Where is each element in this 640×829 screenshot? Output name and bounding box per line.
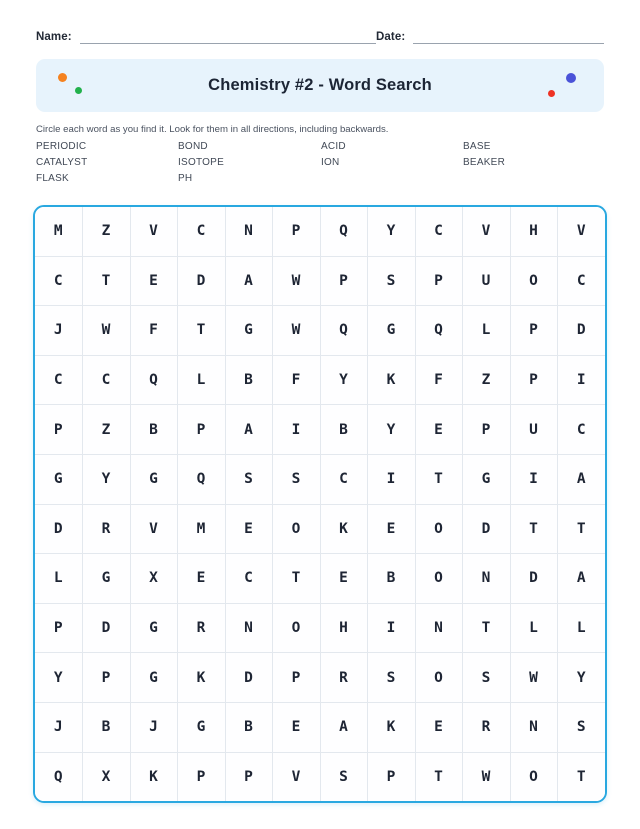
letter-cell[interactable]: T (463, 603, 511, 653)
date-label: Date: (376, 31, 406, 43)
date-input-line[interactable] (413, 30, 604, 44)
letter-cell[interactable]: J (130, 702, 178, 752)
letter-grid-row (35, 306, 605, 356)
letter-cell[interactable]: D (510, 554, 558, 604)
letter-cell[interactable]: T (415, 752, 463, 801)
word-list (36, 141, 604, 184)
name-field-group (36, 30, 376, 44)
letter-cell[interactable]: C (35, 256, 83, 306)
letter-cell[interactable]: K (368, 355, 416, 405)
letter-cell[interactable]: R (463, 702, 511, 752)
letter-cell[interactable]: N (463, 554, 511, 604)
letter-cell[interactable]: W (83, 306, 131, 356)
letter-cell[interactable]: P (178, 752, 226, 801)
letter-cell[interactable]: K (368, 702, 416, 752)
letter-cell[interactable]: R (83, 504, 131, 554)
letter-cell[interactable]: O (415, 554, 463, 604)
letter-cell[interactable]: I (558, 355, 606, 405)
letter-cell[interactable]: S (320, 752, 368, 801)
letter-cell[interactable]: S (368, 256, 416, 306)
letter-cell[interactable]: T (83, 256, 131, 306)
letter-cell[interactable]: W (273, 256, 321, 306)
letter-cell[interactable]: E (273, 702, 321, 752)
letter-cell[interactable]: Z (463, 355, 511, 405)
letter-cell[interactable]: P (320, 256, 368, 306)
letter-cell[interactable]: Y (368, 207, 416, 256)
word-search-grid (33, 205, 607, 803)
letter-grid-table (35, 207, 605, 801)
orange-dot-decoration (58, 73, 67, 82)
letter-grid-row (35, 207, 605, 256)
letter-cell[interactable]: D (225, 653, 273, 703)
letter-cell[interactable]: L (510, 603, 558, 653)
letter-cell[interactable]: D (83, 603, 131, 653)
letter-cell[interactable]: S (558, 702, 606, 752)
date-field-group (376, 30, 604, 44)
letter-cell[interactable]: K (320, 504, 368, 554)
letter-cell[interactable]: Y (558, 653, 606, 703)
letter-cell[interactable]: J (35, 702, 83, 752)
letter-cell[interactable]: J (35, 306, 83, 356)
letter-cell[interactable]: D (178, 256, 226, 306)
green-dot-decoration (75, 87, 82, 94)
letter-cell[interactable]: P (510, 355, 558, 405)
letter-cell[interactable]: C (320, 454, 368, 504)
word-list-item[interactable]: CATALYST (36, 156, 88, 168)
word-list-item[interactable]: BOND (178, 140, 208, 152)
letter-cell[interactable]: E (415, 702, 463, 752)
letter-cell[interactable]: G (225, 306, 273, 356)
letter-cell[interactable]: O (273, 504, 321, 554)
word-list-item[interactable]: PH (178, 172, 193, 184)
letter-cell[interactable]: C (558, 256, 606, 306)
letter-cell[interactable]: N (415, 603, 463, 653)
letter-cell[interactable]: B (130, 405, 178, 455)
letter-cell[interactable]: B (225, 702, 273, 752)
letter-cell[interactable]: H (510, 207, 558, 256)
letter-cell[interactable]: N (510, 702, 558, 752)
letter-cell[interactable]: S (368, 653, 416, 703)
letter-cell[interactable]: F (415, 355, 463, 405)
letter-grid-row (35, 554, 605, 604)
letter-cell[interactable]: T (510, 504, 558, 554)
letter-cell[interactable]: V (130, 504, 178, 554)
letter-grid-row (35, 355, 605, 405)
letter-cell[interactable]: Q (415, 306, 463, 356)
letter-cell[interactable]: I (368, 454, 416, 504)
letter-cell[interactable]: U (463, 256, 511, 306)
letter-cell[interactable]: V (558, 207, 606, 256)
letter-cell[interactable]: N (225, 603, 273, 653)
letter-cell[interactable]: P (83, 653, 131, 703)
letter-cell[interactable]: Q (130, 355, 178, 405)
letter-cell[interactable]: K (178, 653, 226, 703)
letter-grid-row (35, 752, 605, 801)
letter-cell[interactable]: Z (83, 207, 131, 256)
letter-cell[interactable]: G (463, 454, 511, 504)
word-list-item[interactable]: PERIODIC (36, 140, 87, 152)
letter-cell[interactable]: X (83, 752, 131, 801)
word-list-item[interactable]: FLASK (36, 172, 69, 184)
letter-cell[interactable]: Z (83, 405, 131, 455)
letter-cell[interactable]: M (178, 504, 226, 554)
name-label: Name: (36, 31, 72, 43)
letter-cell[interactable]: K (130, 752, 178, 801)
letter-cell[interactable]: P (178, 405, 226, 455)
word-list-item[interactable]: BASE (463, 140, 491, 152)
letter-cell[interactable]: C (225, 554, 273, 604)
letter-cell[interactable]: Y (368, 405, 416, 455)
letter-cell[interactable]: G (35, 454, 83, 504)
letter-cell[interactable]: F (130, 306, 178, 356)
letter-cell[interactable]: I (368, 603, 416, 653)
word-list-item[interactable]: ION (321, 156, 340, 168)
letter-cell[interactable]: L (178, 355, 226, 405)
instructions-text: Circle each word as you find it. Look for them in all directions, including backwards. (36, 124, 389, 135)
letter-cell[interactable]: F (273, 355, 321, 405)
letter-cell[interactable]: E (130, 256, 178, 306)
letter-cell[interactable]: H (320, 603, 368, 653)
letter-cell[interactable]: O (510, 752, 558, 801)
letter-cell[interactable]: E (415, 405, 463, 455)
letter-cell[interactable]: T (415, 454, 463, 504)
letter-cell[interactable]: E (368, 504, 416, 554)
letter-cell[interactable]: O (273, 603, 321, 653)
letter-cell[interactable]: T (558, 504, 606, 554)
letter-cell[interactable]: A (320, 702, 368, 752)
letter-cell[interactable]: P (463, 405, 511, 455)
letter-cell[interactable]: R (320, 653, 368, 703)
page-title: Chemistry #2 - Word Search (208, 76, 432, 94)
letter-cell[interactable]: N (225, 207, 273, 256)
letter-cell[interactable]: D (35, 504, 83, 554)
word-list-item[interactable]: BEAKER (463, 156, 506, 168)
letter-cell[interactable]: Q (35, 752, 83, 801)
letter-cell[interactable]: P (35, 405, 83, 455)
letter-cell[interactable]: T (178, 306, 226, 356)
letter-cell[interactable]: Y (83, 454, 131, 504)
letter-cell[interactable]: M (35, 207, 83, 256)
letter-cell[interactable]: D (463, 504, 511, 554)
letter-cell[interactable]: V (130, 207, 178, 256)
name-date-row (0, 0, 640, 44)
letter-cell[interactable]: P (225, 752, 273, 801)
letter-cell[interactable]: Q (320, 306, 368, 356)
letter-grid-row (35, 702, 605, 752)
letter-cell[interactable]: B (83, 702, 131, 752)
letter-cell[interactable]: A (558, 554, 606, 604)
letter-cell[interactable]: S (225, 454, 273, 504)
letter-grid-row (35, 504, 605, 554)
letter-cell[interactable]: L (558, 603, 606, 653)
word-list-item[interactable]: ISOTOPE (178, 156, 225, 168)
letter-cell[interactable]: Y (320, 355, 368, 405)
letter-cell[interactable]: B (368, 554, 416, 604)
letter-cell[interactable]: E (320, 554, 368, 604)
letter-cell[interactable]: A (558, 454, 606, 504)
letter-cell[interactable]: P (368, 752, 416, 801)
letter-cell[interactable]: G (178, 702, 226, 752)
letter-cell[interactable]: C (35, 355, 83, 405)
letter-cell[interactable]: W (273, 306, 321, 356)
letter-cell[interactable]: U (510, 405, 558, 455)
letter-cell[interactable]: E (178, 554, 226, 604)
letter-grid-row (35, 603, 605, 653)
letter-cell[interactable]: O (510, 256, 558, 306)
letter-cell[interactable]: B (225, 355, 273, 405)
letter-cell[interactable]: G (130, 653, 178, 703)
letter-cell[interactable]: P (273, 653, 321, 703)
letter-cell[interactable]: C (558, 405, 606, 455)
letter-cell[interactable]: T (558, 752, 606, 801)
word-list-item[interactable]: ACID (321, 140, 346, 152)
red-dot-decoration (548, 90, 555, 97)
letter-cell[interactable]: Q (178, 454, 226, 504)
letter-grid-row (35, 405, 605, 455)
letter-cell[interactable]: Y (35, 653, 83, 703)
letter-cell[interactable]: B (320, 405, 368, 455)
letter-cell[interactable]: S (463, 653, 511, 703)
letter-cell[interactable]: W (510, 653, 558, 703)
letter-cell[interactable]: E (225, 504, 273, 554)
letter-grid-row (35, 256, 605, 306)
letter-cell[interactable]: S (273, 454, 321, 504)
title-banner (36, 59, 604, 112)
letter-cell[interactable]: C (415, 207, 463, 256)
letter-cell[interactable]: V (463, 207, 511, 256)
letter-cell[interactable]: X (130, 554, 178, 604)
blue-dot-decoration (566, 73, 576, 83)
letter-cell[interactable]: G (130, 603, 178, 653)
letter-cell[interactable]: G (83, 554, 131, 604)
letter-cell[interactable]: L (35, 554, 83, 604)
letter-cell[interactable]: W (463, 752, 511, 801)
letter-cell[interactable]: O (415, 653, 463, 703)
letter-cell[interactable]: D (558, 306, 606, 356)
letter-cell[interactable]: R (178, 603, 226, 653)
letter-cell[interactable]: I (510, 454, 558, 504)
letter-cell[interactable]: L (463, 306, 511, 356)
letter-cell[interactable]: P (35, 603, 83, 653)
letter-grid-row (35, 653, 605, 703)
name-input-line[interactable] (80, 30, 376, 44)
letter-cell[interactable]: G (368, 306, 416, 356)
letter-cell[interactable]: V (273, 752, 321, 801)
letter-cell[interactable]: P (510, 306, 558, 356)
letter-cell[interactable]: G (130, 454, 178, 504)
letter-cell[interactable]: O (415, 504, 463, 554)
letter-cell[interactable]: P (415, 256, 463, 306)
letter-cell[interactable]: A (225, 256, 273, 306)
letter-cell[interactable]: I (273, 405, 321, 455)
letter-cell[interactable]: Q (320, 207, 368, 256)
letter-grid-row (35, 454, 605, 504)
letter-cell[interactable]: A (225, 405, 273, 455)
letter-cell[interactable]: C (178, 207, 226, 256)
letter-cell[interactable]: C (83, 355, 131, 405)
letter-cell[interactable]: T (273, 554, 321, 604)
letter-cell[interactable]: P (273, 207, 321, 256)
